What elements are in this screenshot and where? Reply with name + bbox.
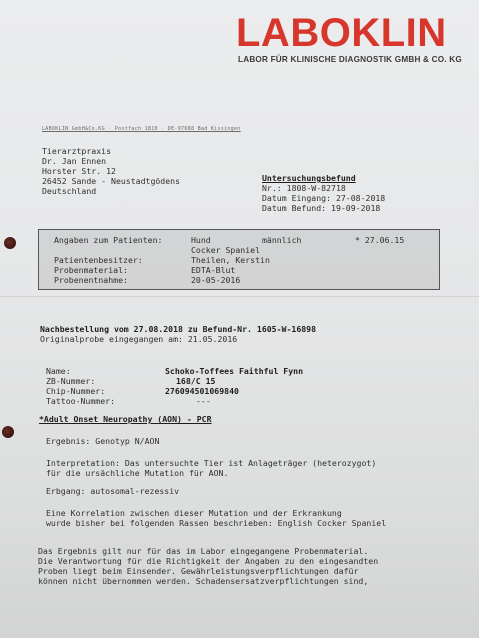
sex-value: männlich (262, 235, 302, 245)
disclaimer-line: können nicht übernommen werden. Schadensersatzverpflichtungen sind, (38, 576, 369, 586)
test-title: *Adult Onset Neuropathy (AON) - PCR (39, 414, 212, 424)
animal-label: Name: (46, 366, 71, 376)
original-sample-line: Originalprobe eingegangen am: 21.05.2016 (40, 334, 238, 344)
disclaimer (38, 546, 378, 586)
sender-line: LABOKLIN GmbH&Co.KG · Postfach 1810 · DE-97688 Bad Kissingen (42, 126, 241, 132)
material-value: EDTA-Blut (191, 265, 236, 275)
patient-labels (54, 235, 162, 285)
tattoo-number-value: --- (196, 396, 211, 406)
paper-fold (0, 296, 479, 298)
disclaimer-line: Proben liegt beim Einsender. Gewährleistungsverpflichtungen dafür (38, 566, 359, 576)
birth-value: * 27.06.15 (355, 235, 405, 245)
patient-label: Probenentnahme: (54, 275, 128, 285)
disclaimer-line: Die Verantwortung für die Richtigkeit der Angaben zu den eingesandten (38, 556, 379, 566)
punch-hole-lower (2, 426, 14, 438)
report-number: Nr.: 1808-W-82718 (262, 183, 346, 193)
disclaimer-line: Das Ergebnis gilt nur für das im Labor eingegangene Probenmaterial. (38, 546, 369, 556)
chip-number-value: 276094501069840 (165, 386, 239, 396)
animal-labels (46, 366, 115, 406)
reorder-info (40, 324, 316, 344)
species-value: Hund (191, 235, 211, 245)
patient-values (191, 235, 270, 285)
recipient-line: 26452 Sande - Neustadtgödens (42, 176, 181, 186)
interpretation-line: für die ursächliche Mutation für AON. (46, 468, 229, 478)
animal-label: ZB-Nummer: (46, 376, 96, 386)
animal-name-value: Schoko-Toffees Faithful Fynn (165, 366, 304, 376)
recipient-line: Deutschland (42, 186, 97, 196)
interpretation (46, 458, 376, 478)
patient-label: Angaben zum Patienten: (54, 235, 163, 245)
reorder-line: Nachbestellung vom 27.08.2018 zu Befund-Nr. 1605-W-16898 (40, 324, 317, 334)
report-date: Datum Befund: 19-09-2018 (262, 203, 381, 213)
test-result: Ergebnis: Genotyp N/AON (46, 436, 160, 446)
owner-value: Theilen, Kerstin (191, 255, 270, 265)
recipient-address (42, 146, 180, 196)
correlation (46, 508, 386, 528)
zb-number-value: 168/C 15 (176, 376, 216, 386)
logo-subtitle: LABOR FÜR KLINISCHE DIAGNOSTIK GMBH & CO. KG (238, 55, 462, 64)
laboklin-logo: LABOKLIN (236, 11, 447, 55)
correlation-line: wurde bisher bei folgenden Rassen beschrieben: English Cocker Spaniel (46, 518, 387, 528)
report-info (262, 173, 385, 213)
sampling-value: 20-05-2016 (191, 275, 241, 285)
patient-label: Probenmaterial: (54, 265, 128, 275)
recipient-line: Horster Str. 12 (42, 166, 116, 176)
recipient-line: Tierarztpraxis (42, 146, 112, 156)
report-title: Untersuchungsbefund (262, 173, 356, 183)
inheritance: Erbgang: autosomal-rezessiv (46, 486, 180, 496)
patient-label: Patientenbesitzer: (54, 255, 143, 265)
animal-label: Chip-Nummer: (46, 386, 106, 396)
punch-hole-upper (4, 237, 16, 249)
animal-label: Tattoo-Nummer: (46, 396, 116, 406)
interpretation-line: Interpretation: Das untersuchte Tier ist Anlageträger (heterozygot) (46, 458, 377, 468)
breed-value: Cocker Spaniel (191, 245, 261, 255)
recipient-line: Dr. Jan Ennen (42, 156, 107, 166)
received-date: Datum Eingang: 27-08-2018 (262, 193, 386, 203)
correlation-line: Eine Korrelation zwischen dieser Mutation und der Erkrankung (46, 508, 342, 518)
